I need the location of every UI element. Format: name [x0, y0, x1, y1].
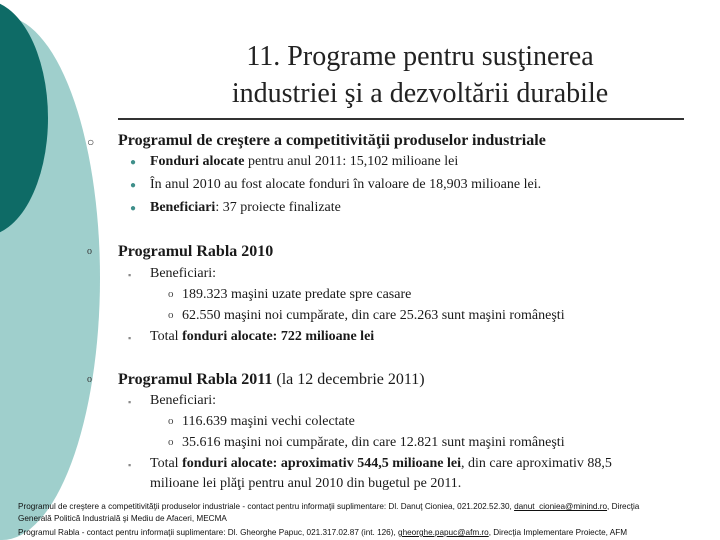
footer-email-1-link[interactable]: danut_cioniea@minind.ro: [514, 502, 608, 511]
section1-item-1-text: pentru anul 2011: 15,102 milioane lei: [244, 154, 459, 169]
section3-heading-rest: (la 12 decembrie 2011): [272, 371, 425, 388]
section1-item-3: [150, 200, 341, 216]
section1-item-1-bold: Fonduri alocate: [150, 154, 245, 169]
footer-note-2: [18, 527, 708, 539]
section1-item-3-text: : 37 proiecte finalizate: [215, 200, 341, 215]
sub-bullet-icon: o: [168, 288, 174, 300]
square-bullet-icon: ▪: [128, 397, 132, 407]
footer-line-2: Generală Politică Industrială şi Mediu de Afaceri, MECMA: [18, 514, 227, 523]
square-bullet-icon: ▪: [128, 270, 132, 280]
section3-sub-2: 35.616 maşini noi cumpărate, din care 12.821 sunt maşini româneşti: [182, 435, 565, 450]
section2-total-prefix: Total: [150, 329, 183, 344]
title-line-2: industriei şi a dezvoltării durabile: [231, 78, 609, 109]
section2-total-bold: fonduri alocate: 722 milioane lei: [182, 329, 375, 344]
section1-item-2-text: În anul 2010 au fost alocate fonduri în valoare de 18,903 milioane lei.: [150, 177, 542, 192]
sub-bullet-icon: o: [168, 436, 174, 448]
footer-line-1-text: Programul de creştere a competitivităţii produselor industriale - contact pentru informaţii suplimentare: Dl. Danuţ Cioniea, 021.202.52.30,: [18, 502, 515, 511]
section2-total: [150, 329, 374, 345]
section2-sub-2: 62.550 maşini noi cumpărate, din care 25.263 sunt maşini româneşti: [182, 308, 565, 323]
footer-line-1: [18, 501, 708, 513]
section3-heading: [118, 371, 425, 389]
footer-line-1-tail: , Direcţia: [607, 502, 640, 511]
section3-total: [150, 456, 612, 472]
section3-sub-1: 116.639 maşini vechi colectate: [182, 414, 355, 429]
footer-email-2-link[interactable]: gheorghe.papuc@afm.ro: [398, 528, 489, 537]
section1-item-2: [150, 177, 541, 193]
section3-total-prefix: Total: [150, 456, 183, 471]
sub-bullet-icon: o: [168, 309, 174, 321]
dot-bullet-icon: ●: [130, 157, 137, 168]
footer-line-3: [18, 527, 708, 539]
section3-heading-bold: Programul Rabla 2011: [118, 371, 273, 388]
circle-bullet-icon: ○: [87, 135, 95, 149]
section3-total-rest: , din care aproximativ 88,5: [461, 456, 612, 471]
footer-line-3-tail: , Direcţia Implementare Proiecte, AFM: [488, 528, 628, 537]
footer-note-1: [18, 501, 708, 525]
section2-heading: Programul Rabla 2010: [118, 243, 274, 260]
dot-bullet-icon: ●: [130, 203, 137, 214]
small-circle-bullet-icon: o: [87, 246, 92, 257]
footer-line-3-text: Programul Rabla - contact pentru informaţii suplimentare: Dl. Gheorghe Papuc, 021.317.02.87 (int. 126),: [18, 528, 399, 537]
section1-item-1: [150, 154, 458, 170]
square-bullet-icon: ▪: [128, 333, 132, 343]
section3-total-bold: fonduri alocate: aproximativ 544,5 milioane lei: [182, 456, 462, 471]
section2-beneficiari: Beneficiari:: [150, 266, 217, 281]
section3-total-line2: milioane lei plăţi pentru anul 2010 din bugetul pe 2011.: [150, 476, 462, 491]
small-circle-bullet-icon: o: [87, 374, 92, 385]
title-line-1: 11. Programe pentru susţinerea: [246, 41, 594, 72]
section2-sub-1: 189.323 maşini uzate predate spre casare: [182, 287, 412, 302]
section3-beneficiari: Beneficiari:: [150, 393, 217, 408]
dot-bullet-icon: ●: [130, 180, 137, 191]
section1-item-3-bold: Beneficiari: [150, 200, 216, 215]
sub-bullet-icon: o: [168, 415, 174, 427]
section1-heading: Programul de creştere a competitivităţii produselor industriale: [118, 132, 546, 149]
square-bullet-icon: ▪: [128, 460, 132, 470]
